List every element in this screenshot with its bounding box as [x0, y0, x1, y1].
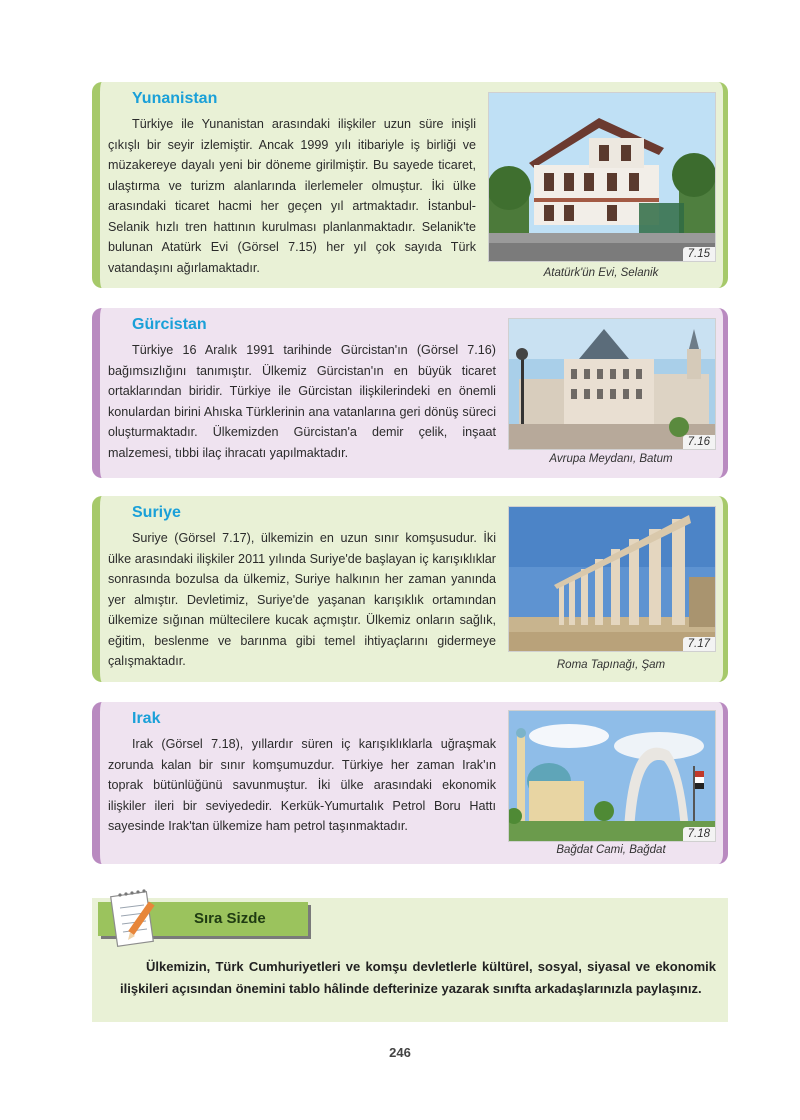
- section-title: Suriye: [132, 504, 181, 521]
- figure-number: 7.18: [683, 827, 715, 841]
- section-text: Türkiye 16 Aralık 1991 tarihinde Gürcistan'ın (Görsel 7.16) bağımsızlığını tanımıştır. Ülkemiz Gürcistan'ın en büyük ticaret ortaklarından biridir. Türkiye ile Gürcistan ilişkilerindeki en önemli konulardan birini Ahıska Türklerinin ana vatanlarına geri dönüş süreci oluşturmaktadır. Ülkemizden Gürcistan'a demir çelik, inşaat malzemesi, tıbbi ilaç ihracatı yapılmaktadır.: [108, 343, 496, 460]
- photo-roman-temple-damascus: [508, 506, 716, 652]
- section-title: Irak: [132, 710, 161, 727]
- photo-ataturk-house: [488, 92, 716, 262]
- section-title: Yunanistan: [132, 90, 218, 107]
- photo-europe-square-batumi: [508, 318, 716, 450]
- figure-number: 7.17: [683, 637, 715, 651]
- section-card-yunanistan: [92, 82, 728, 288]
- figure-caption: Avrupa Meydanı, Batum: [549, 453, 673, 465]
- figure-caption: Roma Tapınağı, Şam: [556, 659, 666, 671]
- figure-caption: Atatürk'ün Evi, Selanik: [543, 267, 659, 279]
- notepad-pencil-icon: [108, 886, 162, 955]
- photo-baghdad-mosque: [508, 710, 716, 842]
- section-text: Irak (Görsel 7.18), yıllardır süren iç karışıklıklarla uğraşmak zorunda kalan bir sınır komşumuzdur. Türkiye her zaman Irak'ın toprak bütünlüğünü savunmuştur. İki ülke arasındaki ekonomik ilişkiler ileri bir seviyededir. Kerkük-Yumurtalık Petrol Boru Hattı sayesinde Irak'tan ülkemize ham petrol taşınmaktadır.: [108, 737, 496, 833]
- section-card-suriye: [92, 496, 728, 682]
- figure-number: 7.16: [683, 435, 715, 449]
- page-number: 246: [389, 1045, 411, 1060]
- figure-caption: Bağdat Cami, Bağdat: [556, 844, 666, 856]
- section-text: Suriye (Görsel 7.17), ülkemizin en uzun sınır komşusudur. İki ülke arasındaki ilişkiler 2011 yılında Suriye'de başlayan iç karışıklıklar sonrasında bozulsa da ülkemiz, Suriye halkının her zaman yanında yer almıştır. Devletimiz, Suriye'de yaşanan karışıklık ortamından ülkemize sığınan mültecilere kucak açmıştır. Ülkemiz onların sağlık, eğitim, beslenme ve barınma gibi temel ihtiyaçlarını gidermeye çalışmaktadır.: [108, 531, 496, 668]
- section-title: Gürcistan: [132, 316, 207, 333]
- section-card-gurcistan: [92, 308, 728, 478]
- figure-number: 7.15: [683, 247, 715, 261]
- activity-text: Ülkemizin, Türk Cumhuriyetleri ve komşu devletlerle kültürel, sosyal, siyasal ve ekonomik ilişkileri açısından önemini tablo hâlinde defterinize yazarak sınıfta arkadaşlarınızla paylaşınız.: [120, 959, 716, 996]
- section-text: Türkiye ile Yunanistan arasındaki ilişkiler uzun süre inişli çıkışlı bir seyir izlemiştir. Ancak 1999 yılı itibariyle iş birliği ve müzakereye dayalı yeni bir döneme girilmiştir. Bu sayede ticaret, ulaştırma ve turizm alanlarında ilerlemeler olmuştur. İki ülke arasındaki ticaret hacmi her geçen yıl artmaktadır. İstanbul-Selanik hızlı tren hattının kurulması planlanmaktadır. Selanik'te bulunan Atatürk Evi (Görsel 7.15) her yıl çok sayıda Türk vatandaşını ağırlamaktadır.: [108, 117, 476, 275]
- section-card-irak: [92, 702, 728, 864]
- activity-title: Sıra Sizde: [194, 910, 266, 927]
